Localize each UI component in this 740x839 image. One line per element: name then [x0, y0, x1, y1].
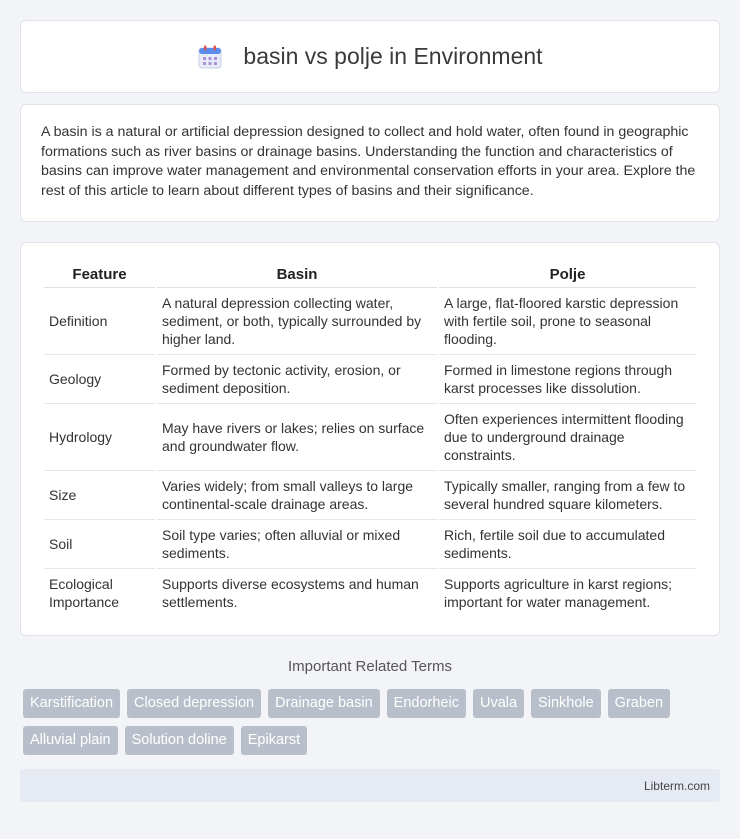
related-term-tag[interactable]: Uvala [473, 689, 524, 718]
footer-site-link[interactable]: Libterm.com [643, 778, 710, 793]
polje-cell: Typically smaller, ranging from a few to several hundred square kilometers. [439, 471, 696, 520]
comparison-table [42, 261, 698, 617]
related-term-tag[interactable]: Drainage basin [268, 689, 380, 718]
table-row [44, 471, 696, 520]
basin-cell: Soil type varies; often alluvial or mixed sediments. [157, 520, 437, 569]
related-term-tag[interactable]: Endorheic [387, 689, 466, 718]
related-term-tag[interactable]: Sinkhole [531, 689, 601, 718]
intro-text: A basin is a natural or artificial depression designed to collect and hold water, often found in geographic formations such as river basins or drainage basins. Understanding the function and characteristics of basins can improve water management and environmental conservation efforts in your area. Explore the rest of this article to learn about different types of basins and their significance. [41, 124, 696, 199]
table-header-row [44, 261, 696, 288]
basin-cell: Formed by tectonic activity, erosion, or sediment deposition. [157, 355, 437, 404]
related-term-tag[interactable]: Epikarst [241, 726, 307, 755]
polje-cell: Supports agriculture in karst regions; important for water management. [444, 576, 672, 610]
basin-cell: Supports diverse ecosystems and human settlements. [162, 576, 419, 610]
polje-cell: Often experiences intermittent flooding due to underground drainage constraints. [439, 404, 696, 471]
page-title: basin vs polje in Environment [243, 43, 543, 69]
table-row [44, 288, 696, 355]
table-row [44, 355, 696, 404]
basin-cell: A natural depression collecting water, sediment, or both, typically surrounded by higher land. [157, 288, 437, 355]
polje-cell: Rich, fertile soil due to accumulated sediments. [439, 520, 696, 569]
feature-cell: Definition [44, 288, 155, 355]
feature-cell: Hydrology [44, 404, 155, 471]
basin-cell: Varies widely; from small valleys to large continental-scale drainage areas. [157, 471, 437, 520]
table-row [44, 404, 696, 471]
related-terms-list [20, 675, 720, 763]
footer [20, 769, 720, 802]
intro-card [20, 104, 720, 222]
feature-cell: Ecological Importance [49, 576, 120, 610]
header-polje: Polje [439, 261, 696, 288]
polje-cell: Formed in limestone regions through karst processes like dissolution. [439, 355, 696, 404]
related-term-tag[interactable]: Graben [608, 689, 670, 718]
feature-cell: Geology [44, 355, 155, 404]
title-card [20, 20, 720, 93]
related-term-tag[interactable]: Karstification [23, 689, 120, 718]
related-term-tag[interactable]: Closed depression [127, 689, 261, 718]
polje-cell: A large, flat-floored karstic depression with fertile soil, prone to seasonal flooding. [439, 288, 696, 355]
feature-cell: Soil [44, 520, 155, 569]
calendar-icon [197, 44, 223, 70]
basin-cell: May have rivers or lakes; relies on surface and groundwater flow. [157, 404, 437, 471]
header-feature: Feature [44, 261, 155, 288]
related-term-tag[interactable]: Alluvial plain [23, 726, 118, 755]
header-basin: Basin [157, 261, 437, 288]
table-row [44, 520, 696, 569]
feature-cell: Size [44, 471, 155, 520]
comparison-table-card [20, 242, 720, 636]
related-term-tag[interactable]: Solution doline [125, 726, 234, 755]
table-row [44, 569, 696, 617]
related-terms-title: Important Related Terms [288, 658, 452, 675]
